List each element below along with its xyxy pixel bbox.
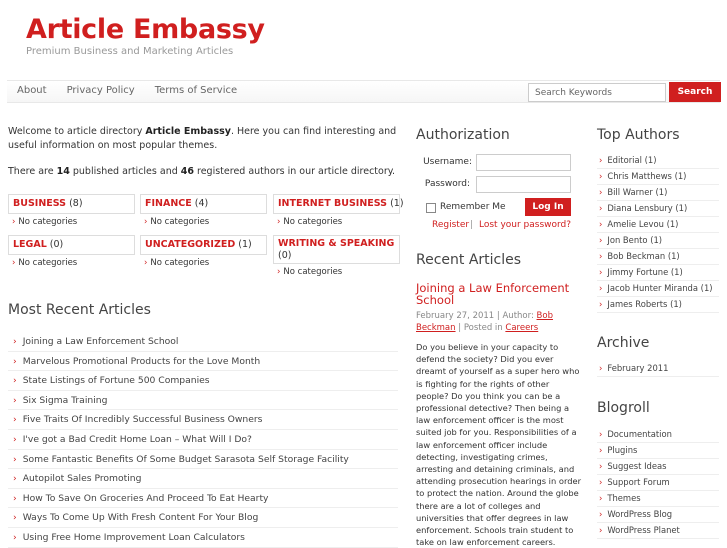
category-sub xyxy=(8,256,135,270)
post-excerpt: Do you believe in your capacity to defend the society? Did you ever dreamt of yourself as a super hero who is fighting for the rights of other people? Do you think you can be a professional detective? Then being a law enforcement officer is the most suited job for you. Responsibilities of a law enforcement officer include detecting, investigating crimes, arresting and detaining criminals, and attending prosecution hearings in order to protect the nation. Around the globe there are a lot of colleges and universities that offer degrees in law enforcement. Schools train student to take on law enforcement careers. xyxy=(416,342,582,548)
article-link[interactable]: Ways To Come Up With Fresh Content For Your Blog xyxy=(22,512,259,524)
chevron-right-icon: › xyxy=(144,217,148,227)
article-link[interactable]: I've got a Bad Credit Home Loan – What Will I Do? xyxy=(22,433,252,445)
list-item[interactable] xyxy=(8,469,398,489)
chevron-right-icon: › xyxy=(13,433,17,445)
author-link[interactable]: Bob Beckman (1) xyxy=(607,251,680,261)
category-count: (1) xyxy=(238,239,252,250)
list-item[interactable] xyxy=(597,217,719,233)
category-header xyxy=(140,194,267,214)
list-item[interactable] xyxy=(597,361,719,377)
list-item[interactable] xyxy=(8,352,398,372)
category-header xyxy=(8,235,135,255)
chevron-right-icon: › xyxy=(599,299,603,309)
post-category-link[interactable]: Careers xyxy=(505,323,539,333)
password-input[interactable] xyxy=(476,176,571,193)
category-link[interactable]: LEGAL xyxy=(13,239,47,250)
author-link[interactable]: Jon Bento (1) xyxy=(607,235,663,245)
list-item[interactable] xyxy=(8,391,398,411)
list-item[interactable] xyxy=(597,427,719,443)
category-header xyxy=(140,235,267,255)
post-author-prefix: | Author: xyxy=(496,311,537,321)
article-count: 14 xyxy=(56,166,70,177)
article-link[interactable]: Using Free Home Improvement Loan Calculators xyxy=(22,531,245,543)
list-item[interactable] xyxy=(597,249,719,265)
lost-password-link[interactable]: Lost your password? xyxy=(479,220,572,230)
category-sub-text: No categories xyxy=(283,267,343,277)
author-count: 46 xyxy=(180,166,194,177)
post-date: February 27, 2011 xyxy=(416,311,495,321)
auth-separator: | xyxy=(470,220,474,230)
username-input[interactable] xyxy=(476,154,571,171)
category-sub-text: No categories xyxy=(150,217,210,227)
password-label: Password: xyxy=(424,179,470,189)
blogroll-list xyxy=(597,427,719,539)
blogroll-link[interactable]: WordPress Blog xyxy=(607,509,673,519)
list-item[interactable] xyxy=(597,265,719,281)
post-meta xyxy=(416,310,581,334)
blogroll-title: Blogroll xyxy=(597,400,650,416)
list-item[interactable] xyxy=(597,169,719,185)
chevron-right-icon: › xyxy=(13,336,17,347)
site-title[interactable]: Article Embassy xyxy=(26,14,265,45)
list-item[interactable] xyxy=(597,523,719,539)
article-link[interactable]: Five Traits Of Incredibly Successful Business Owners xyxy=(22,414,263,426)
category-sub-text: No categories xyxy=(150,258,210,268)
top-authors-title: Top Authors xyxy=(597,127,680,143)
category-sub-text: No categories xyxy=(283,217,343,227)
category-finance xyxy=(140,194,267,229)
category-sub xyxy=(140,256,267,270)
intro-text xyxy=(8,125,398,191)
intro-welcome-b: . Here you can find interesting and useful information on most popular themes. xyxy=(8,126,397,151)
chevron-right-icon: › xyxy=(12,258,16,268)
most-recent-title: Most Recent Articles xyxy=(8,302,151,318)
intro-stats-b: published articles and xyxy=(69,166,181,177)
category-link[interactable]: WRITING & SPEAKING xyxy=(278,238,395,249)
chevron-right-icon: › xyxy=(599,283,603,293)
list-item[interactable] xyxy=(597,201,719,217)
intro-welcome xyxy=(8,125,398,153)
category-sub xyxy=(273,215,400,229)
nav-links xyxy=(7,81,247,103)
login-button[interactable]: Log In xyxy=(525,198,571,216)
author-link[interactable]: Jacob Hunter Miranda (1) xyxy=(607,283,713,293)
chevron-right-icon: › xyxy=(599,509,603,519)
article-link[interactable]: Marvelous Promotional Products for the Love Month xyxy=(22,355,261,367)
search-input[interactable] xyxy=(528,83,666,102)
author-link[interactable]: Diana Lensbury (1) xyxy=(607,203,688,213)
chevron-right-icon: › xyxy=(13,512,17,524)
chevron-right-icon: › xyxy=(599,187,603,197)
author-link[interactable]: Jimmy Fortune (1) xyxy=(607,267,683,277)
category-link[interactable]: BUSINESS xyxy=(13,198,67,209)
category-internet-business xyxy=(273,194,404,229)
category-writing-speaking xyxy=(273,235,400,279)
list-item[interactable] xyxy=(8,528,398,548)
category-sub xyxy=(273,265,400,279)
authorization-title: Authorization xyxy=(416,127,510,143)
recent-articles-title: Recent Articles xyxy=(416,252,522,268)
author-link[interactable]: James Roberts (1) xyxy=(607,299,682,309)
chevron-right-icon: › xyxy=(277,217,281,227)
category-uncategorized xyxy=(140,235,267,270)
list-item[interactable] xyxy=(597,185,719,201)
chevron-right-icon: › xyxy=(599,203,603,213)
post-author-link[interactable]: Bob Beckman xyxy=(416,311,553,333)
chevron-right-icon: › xyxy=(277,267,281,277)
intro-welcome-a: Welcome to article directory xyxy=(8,126,146,137)
archive-title: Archive xyxy=(597,335,650,351)
post-category-prefix: | Posted in xyxy=(455,323,506,333)
list-item[interactable] xyxy=(597,475,719,491)
nav-about[interactable]: About xyxy=(17,85,47,96)
chevron-right-icon: › xyxy=(13,414,17,426)
chevron-right-icon: › xyxy=(144,258,148,268)
chevron-right-icon: › xyxy=(599,171,603,181)
category-sub-text: No categories xyxy=(18,258,78,268)
nav-bar xyxy=(7,80,720,103)
chevron-right-icon: › xyxy=(13,531,17,543)
search-button[interactable]: Search xyxy=(669,82,721,102)
article-link[interactable]: State Listings of Fortune 500 Companies xyxy=(22,375,210,387)
author-link[interactable]: Bill Warner (1) xyxy=(607,187,668,197)
category-sub xyxy=(140,215,267,229)
list-item[interactable] xyxy=(597,507,719,523)
chevron-right-icon: › xyxy=(13,355,17,367)
article-link[interactable]: Joining a Law Enforcement School xyxy=(22,336,179,347)
remember-me-checkbox[interactable] xyxy=(426,203,436,213)
list-item[interactable] xyxy=(8,332,398,352)
list-item[interactable] xyxy=(597,233,719,249)
category-count: (1) xyxy=(390,198,404,209)
author-link[interactable]: Chris Matthews (1) xyxy=(607,171,687,181)
category-business xyxy=(8,194,135,229)
chevron-right-icon: › xyxy=(12,217,16,227)
site-tagline: Premium Business and Marketing Articles xyxy=(26,46,234,57)
blogroll-link[interactable]: Themes xyxy=(607,493,641,503)
chevron-right-icon: › xyxy=(599,445,603,455)
category-count: (8) xyxy=(69,198,83,209)
intro-stats-a: There are xyxy=(8,166,57,177)
most-recent-list xyxy=(8,332,398,548)
article-link[interactable]: Autopilot Sales Promoting xyxy=(22,473,142,485)
blogroll-link[interactable]: Support Forum xyxy=(607,477,670,487)
list-item[interactable] xyxy=(8,430,398,450)
list-item[interactable] xyxy=(597,459,719,475)
category-sub-text: No categories xyxy=(18,217,78,227)
remember-me-label: Remember Me xyxy=(440,202,506,212)
category-link[interactable]: FINANCE xyxy=(145,198,192,209)
category-count: (0) xyxy=(49,239,64,250)
chevron-right-icon: › xyxy=(599,251,603,261)
article-link[interactable]: Six Sigma Training xyxy=(22,394,108,406)
chevron-right-icon: › xyxy=(13,394,17,406)
category-link[interactable]: INTERNET BUSINESS xyxy=(278,198,388,209)
chevron-right-icon: › xyxy=(599,477,603,487)
chevron-right-icon: › xyxy=(599,235,603,245)
list-item[interactable] xyxy=(8,371,398,391)
list-item[interactable] xyxy=(8,508,398,528)
chevron-right-icon: › xyxy=(599,155,603,165)
chevron-right-icon: › xyxy=(13,453,17,465)
list-item[interactable] xyxy=(597,281,719,297)
chevron-right-icon: › xyxy=(599,219,603,229)
archive-list xyxy=(597,361,719,377)
chevron-right-icon: › xyxy=(13,492,17,504)
category-sub xyxy=(8,215,135,229)
author-link[interactable]: Amelie Levou (1) xyxy=(607,219,679,229)
chevron-right-icon: › xyxy=(599,525,603,535)
author-link[interactable]: Editorial (1) xyxy=(607,155,657,165)
category-header xyxy=(8,194,135,214)
list-item[interactable] xyxy=(597,153,719,169)
list-item[interactable] xyxy=(597,491,719,507)
username-label: Username: xyxy=(423,157,472,167)
archive-link[interactable]: February 2011 xyxy=(607,363,669,373)
category-header xyxy=(273,194,404,214)
nav-terms-of-service[interactable]: Terms of Service xyxy=(154,85,238,96)
blogroll-link[interactable]: WordPress Planet xyxy=(607,525,680,535)
chevron-right-icon: › xyxy=(599,429,603,439)
top-authors-list xyxy=(597,153,719,313)
list-item[interactable] xyxy=(8,489,398,509)
nav-privacy-policy[interactable]: Privacy Policy xyxy=(66,85,135,96)
list-item[interactable] xyxy=(8,450,398,470)
list-item[interactable] xyxy=(597,443,719,459)
blogroll-link[interactable]: Suggest Ideas xyxy=(607,461,667,471)
category-count: (0) xyxy=(278,250,292,261)
chevron-right-icon: › xyxy=(599,493,603,503)
category-header xyxy=(273,235,400,264)
chevron-right-icon: › xyxy=(599,363,603,373)
chevron-right-icon: › xyxy=(13,473,17,485)
category-count: (4) xyxy=(194,198,209,209)
list-item[interactable] xyxy=(8,410,398,430)
list-item[interactable] xyxy=(597,297,719,313)
register-link[interactable]: Register xyxy=(432,220,470,230)
chevron-right-icon: › xyxy=(599,461,603,471)
intro-site-name: Article Embassy xyxy=(145,126,231,137)
intro-stats-c: registered authors in our article directory. xyxy=(194,166,396,177)
chevron-right-icon: › xyxy=(599,267,603,277)
blogroll-link[interactable]: Documentation xyxy=(607,429,672,439)
intro-stats xyxy=(8,165,398,179)
blogroll-link[interactable]: Plugins xyxy=(607,445,638,455)
article-link[interactable]: Some Fantastic Benefits Of Some Budget Sarasota Self Storage Facility xyxy=(22,453,349,465)
chevron-right-icon: › xyxy=(13,375,17,387)
category-legal xyxy=(8,235,135,270)
article-link[interactable]: How To Save On Groceries And Proceed To Eat Hearty xyxy=(22,492,269,504)
category-link[interactable]: UNCATEGORIZED xyxy=(145,239,236,250)
post-title[interactable]: Joining a Law Enforcement School xyxy=(416,281,570,307)
